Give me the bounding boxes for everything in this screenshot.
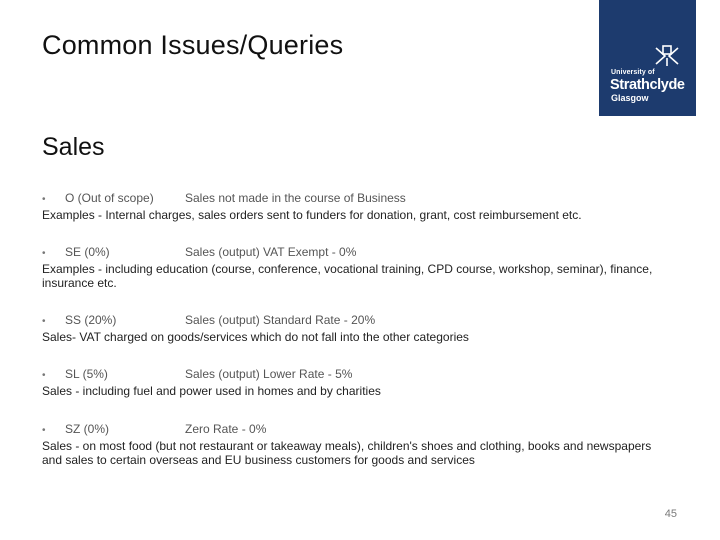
- entry-header: [42, 367, 672, 384]
- vat-description: Sales (output) VAT Exempt - 0%: [185, 245, 357, 259]
- entry-lower-rate: [42, 367, 672, 398]
- vat-code: SZ (0%): [65, 422, 110, 436]
- vat-code: O (Out of scope): [65, 191, 154, 205]
- entry-exempt: [42, 245, 672, 291]
- bullet-icon: •: [42, 316, 46, 327]
- vat-description: Sales not made in the course of Business: [185, 191, 406, 205]
- page-number: 45: [664, 508, 677, 520]
- entry-header: [42, 313, 672, 330]
- entry-header: [42, 422, 672, 439]
- section-heading: Sales: [42, 133, 105, 161]
- bullet-icon: •: [42, 194, 46, 205]
- logo-line-university-of: University of: [611, 69, 655, 76]
- entry-body: Examples - including education (course, conference, vocational training, CPD course, workshop, seminar), finance, insurance etc.: [42, 261, 653, 290]
- entry-body: Sales- VAT charged on goods/services which do not fall into the other categories: [42, 329, 469, 344]
- bullet-icon: •: [42, 248, 46, 259]
- vat-description: Sales (output) Standard Rate - 20%: [185, 313, 376, 327]
- entry-out-of-scope: [42, 191, 672, 222]
- entry-body: Sales - on most food (but not restaurant or takeaway meals), children's shoes and clothing, books and newspapers and sales to certain overseas and EU business customers for goods and services: [42, 438, 652, 467]
- slide-title: Common Issues/Queries: [42, 30, 344, 60]
- vat-code: SL (5%): [65, 367, 108, 381]
- entry-standard-rate: [42, 313, 672, 344]
- entry-zero-rate: [42, 422, 672, 468]
- vat-code: SE (0%): [65, 245, 110, 259]
- university-crest-icon: [653, 44, 681, 68]
- logo-line-glasgow: Glasgow: [611, 93, 649, 103]
- vat-description: Sales (output) Lower Rate - 5%: [185, 367, 353, 381]
- bullet-icon: •: [42, 425, 46, 436]
- vat-code: SS (20%): [65, 313, 117, 327]
- vat-description: Zero Rate - 0%: [185, 422, 267, 436]
- entry-body: Examples - Internal charges, sales orders sent to funders for donation, grant, cost reimbursement etc.: [42, 207, 582, 222]
- university-logo: [599, 0, 696, 116]
- entry-body: Sales - including fuel and power used in homes and by charities: [42, 383, 381, 398]
- logo-line-strathclyde: Strathclyde: [610, 77, 685, 93]
- entry-header: [42, 191, 672, 208]
- bullet-icon: •: [42, 370, 46, 381]
- entry-header: [42, 245, 672, 262]
